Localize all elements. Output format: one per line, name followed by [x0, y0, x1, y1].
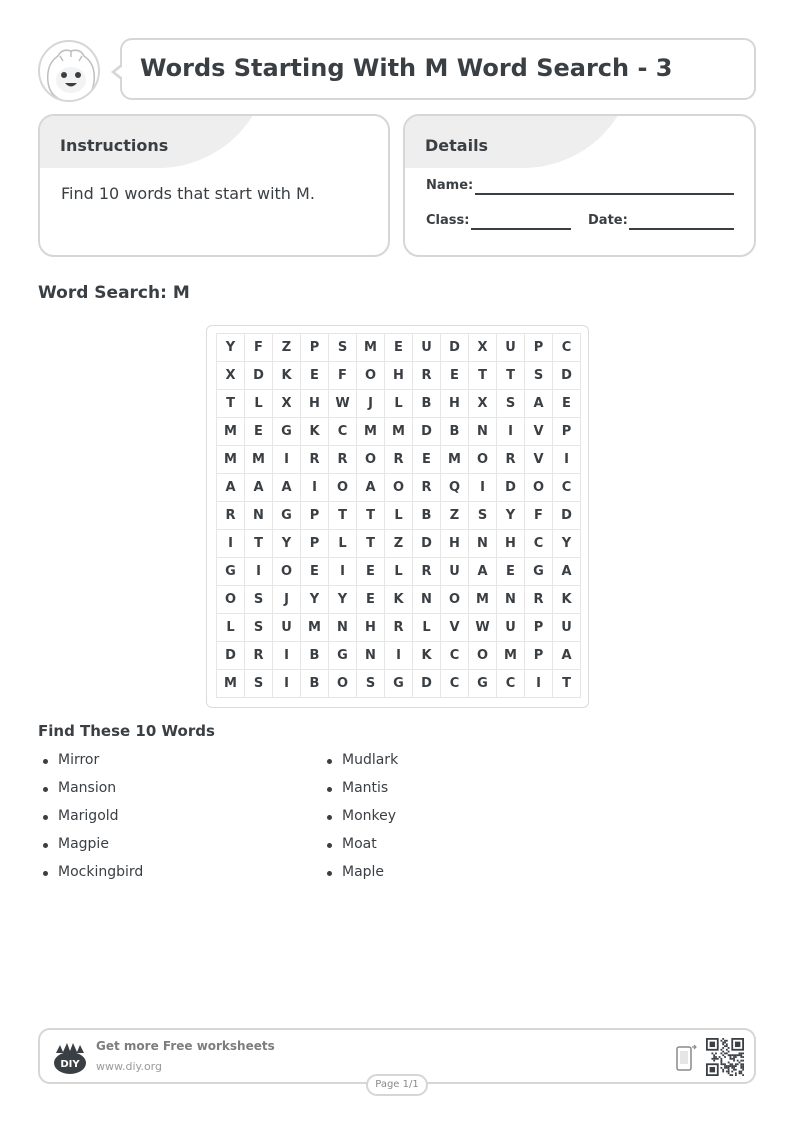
grid-cell[interactable]: Z — [273, 334, 301, 362]
grid-cell[interactable]: A — [357, 474, 385, 502]
grid-cell[interactable]: A — [273, 474, 301, 502]
grid-cell[interactable]: O — [469, 642, 497, 670]
grid-cell[interactable]: H — [385, 362, 413, 390]
instructions-heading: Instructions — [60, 136, 169, 155]
grid-cell[interactable]: V — [441, 614, 469, 642]
grid-cell[interactable]: T — [469, 362, 497, 390]
name-label: Name: — [426, 178, 474, 193]
grid-cell[interactable]: A — [553, 558, 581, 586]
grid-cell[interactable]: D — [553, 362, 581, 390]
grid-cell[interactable]: G — [329, 642, 357, 670]
grid-cell[interactable]: A — [553, 642, 581, 670]
grid-cell[interactable]: X — [273, 390, 301, 418]
grid-cell[interactable]: O — [385, 474, 413, 502]
word-list-column-1 — [38, 752, 143, 892]
grid-cell[interactable]: U — [273, 614, 301, 642]
grid-cell[interactable]: G — [469, 670, 497, 698]
word-list-item: Moat — [322, 836, 398, 864]
grid-cell[interactable]: E — [441, 362, 469, 390]
grid-cell[interactable]: T — [357, 502, 385, 530]
grid-cell[interactable]: R — [413, 362, 441, 390]
grid-cell[interactable]: M — [385, 418, 413, 446]
grid-cell[interactable]: G — [385, 670, 413, 698]
grid-cell[interactable]: I — [329, 558, 357, 586]
grid-cell[interactable]: K — [273, 362, 301, 390]
grid-cell[interactable]: R — [301, 446, 329, 474]
grid-cell[interactable]: D — [553, 502, 581, 530]
grid-cell[interactable]: O — [469, 446, 497, 474]
grid-cell[interactable]: M — [497, 642, 525, 670]
grid-cell[interactable]: R — [329, 446, 357, 474]
title-banner — [120, 38, 756, 100]
grid-cell[interactable]: I — [217, 530, 245, 558]
grid-cell[interactable]: L — [329, 530, 357, 558]
grid-cell[interactable]: Y — [301, 586, 329, 614]
grid-cell[interactable]: E — [301, 362, 329, 390]
grid-cell[interactable]: L — [385, 558, 413, 586]
grid-cell[interactable]: U — [553, 614, 581, 642]
grid-cell[interactable]: C — [553, 474, 581, 502]
word-list-column-2 — [322, 752, 398, 892]
grid-cell[interactable]: M — [245, 446, 273, 474]
grid-cell[interactable]: B — [413, 390, 441, 418]
grid-cell[interactable]: E — [357, 586, 385, 614]
grid-cell[interactable]: D — [413, 530, 441, 558]
grid-cell[interactable]: N — [497, 586, 525, 614]
word-search-grid-frame — [206, 325, 589, 708]
grid-cell[interactable]: F — [329, 362, 357, 390]
grid-cell[interactable]: E — [357, 558, 385, 586]
grid-cell[interactable]: I — [469, 474, 497, 502]
grid-cell[interactable]: D — [441, 334, 469, 362]
word-list-item: Mockingbird — [38, 864, 143, 892]
grid-cell[interactable]: Z — [441, 502, 469, 530]
grid-cell[interactable]: B — [301, 642, 329, 670]
word-list-item: Mudlark — [322, 752, 398, 780]
grid-cell[interactable]: T — [497, 362, 525, 390]
grid-cell[interactable]: S — [469, 502, 497, 530]
grid-cell[interactable]: L — [413, 614, 441, 642]
footer-url[interactable]: www.diy.org — [96, 1060, 162, 1073]
grid-cell[interactable]: B — [441, 418, 469, 446]
grid-cell[interactable]: F — [525, 502, 553, 530]
grid-cell[interactable]: O — [525, 474, 553, 502]
grid-cell[interactable]: F — [245, 334, 273, 362]
date-label: Date: — [588, 213, 628, 228]
grid-cell[interactable]: D — [497, 474, 525, 502]
grid-cell[interactable]: I — [525, 670, 553, 698]
grid-cell[interactable]: I — [273, 670, 301, 698]
word-list-item: Monkey — [322, 808, 398, 836]
grid-cell[interactable]: Y — [217, 334, 245, 362]
grid-cell[interactable]: M — [217, 446, 245, 474]
grid-cell[interactable]: K — [413, 642, 441, 670]
word-list-item: Marigold — [38, 808, 143, 836]
instructions-panel — [38, 114, 390, 257]
grid-cell[interactable]: D — [217, 642, 245, 670]
grid-cell[interactable]: P — [301, 502, 329, 530]
grid-cell[interactable]: E — [497, 558, 525, 586]
grid-cell[interactable]: L — [385, 502, 413, 530]
grid-cell[interactable]: M — [217, 670, 245, 698]
grid-cell[interactable]: M — [441, 446, 469, 474]
grid-cell[interactable]: X — [469, 334, 497, 362]
grid-cell[interactable]: N — [469, 418, 497, 446]
grid-cell[interactable]: O — [357, 446, 385, 474]
grid-cell[interactable]: H — [357, 614, 385, 642]
phone-scan-icon — [676, 1044, 698, 1072]
word-list-item: Mansion — [38, 780, 143, 808]
grid-cell[interactable]: N — [413, 586, 441, 614]
grid-cell[interactable]: L — [245, 390, 273, 418]
grid-cell[interactable]: I — [553, 446, 581, 474]
grid-cell[interactable]: X — [217, 362, 245, 390]
grid-cell[interactable]: X — [469, 390, 497, 418]
grid-cell[interactable]: D — [245, 362, 273, 390]
grid-cell[interactable]: C — [441, 642, 469, 670]
grid-cell[interactable]: E — [385, 334, 413, 362]
grid-cell[interactable]: R — [217, 502, 245, 530]
grid-cell[interactable]: I — [273, 642, 301, 670]
grid-cell[interactable]: O — [357, 362, 385, 390]
grid-cell[interactable]: Y — [273, 530, 301, 558]
grid-cell[interactable]: C — [553, 334, 581, 362]
grid-cell[interactable]: S — [357, 670, 385, 698]
grid-cell[interactable]: T — [329, 502, 357, 530]
grid-cell[interactable]: K — [553, 586, 581, 614]
grid-cell[interactable]: C — [329, 418, 357, 446]
grid-cell[interactable]: U — [413, 334, 441, 362]
grid-cell[interactable]: O — [329, 474, 357, 502]
grid-cell[interactable]: H — [441, 390, 469, 418]
name-field[interactable] — [475, 193, 734, 195]
grid-cell[interactable]: I — [497, 418, 525, 446]
grid-cell[interactable]: S — [245, 670, 273, 698]
word-search-heading: Word Search: M — [38, 283, 190, 303]
grid-cell[interactable]: M — [217, 418, 245, 446]
grid-cell[interactable]: P — [525, 642, 553, 670]
grid-cell[interactable]: P — [301, 334, 329, 362]
grid-cell[interactable]: A — [469, 558, 497, 586]
details-heading: Details — [425, 136, 489, 155]
grid-cell[interactable]: E — [553, 390, 581, 418]
grid-cell[interactable]: N — [245, 502, 273, 530]
word-list-heading: Find These 10 Words — [38, 722, 215, 740]
grid-cell[interactable]: I — [385, 642, 413, 670]
diy-logo-icon — [52, 1041, 88, 1075]
grid-cell[interactable]: S — [245, 586, 273, 614]
instructions-text: Find 10 words that start with M. — [61, 184, 315, 203]
grid-cell[interactable]: E — [301, 558, 329, 586]
grid-cell[interactable]: C — [497, 670, 525, 698]
grid-cell[interactable]: I — [273, 446, 301, 474]
grid-cell[interactable]: K — [301, 418, 329, 446]
grid-cell[interactable]: C — [441, 670, 469, 698]
grid-cell[interactable]: K — [385, 586, 413, 614]
grid-cell[interactable]: P — [525, 614, 553, 642]
grid-cell[interactable]: G — [217, 558, 245, 586]
grid-cell[interactable]: N — [357, 642, 385, 670]
grid-cell[interactable]: H — [441, 530, 469, 558]
grid-cell[interactable]: Q — [441, 474, 469, 502]
grid-cell[interactable]: L — [385, 390, 413, 418]
grid-cell[interactable]: I — [301, 474, 329, 502]
grid-cell[interactable]: H — [497, 530, 525, 558]
grid-cell[interactable]: U — [497, 614, 525, 642]
grid-cell[interactable]: S — [245, 614, 273, 642]
grid-cell[interactable]: G — [525, 558, 553, 586]
grid-cell[interactable]: R — [525, 586, 553, 614]
grid-cell[interactable]: M — [469, 586, 497, 614]
grid-cell[interactable]: N — [329, 614, 357, 642]
grid-cell[interactable]: S — [329, 334, 357, 362]
page-title: Words Starting With M Word Search - 3 — [140, 54, 673, 82]
grid-cell[interactable]: Y — [329, 586, 357, 614]
word-list-item: Magpie — [38, 836, 143, 864]
grid-cell[interactable]: B — [413, 502, 441, 530]
yeti-mascot-icon — [40, 42, 100, 102]
class-label: Class: — [426, 213, 470, 228]
grid-cell[interactable]: O — [441, 586, 469, 614]
grid-cell[interactable]: D — [413, 670, 441, 698]
grid-cell[interactable]: E — [413, 446, 441, 474]
grid-cell[interactable]: G — [273, 502, 301, 530]
date-field[interactable] — [629, 228, 734, 230]
grid-cell[interactable]: G — [273, 418, 301, 446]
word-list-item: Maple — [322, 864, 398, 892]
word-search-grid — [216, 333, 581, 698]
grid-cell[interactable]: B — [301, 670, 329, 698]
grid-cell[interactable]: R — [385, 614, 413, 642]
grid-cell[interactable]: S — [497, 390, 525, 418]
grid-cell[interactable]: T — [553, 670, 581, 698]
mascot-avatar-icon — [38, 40, 100, 102]
grid-cell[interactable]: R — [413, 474, 441, 502]
grid-cell[interactable]: M — [301, 614, 329, 642]
grid-cell[interactable]: R — [385, 446, 413, 474]
qr-code-icon[interactable] — [706, 1038, 744, 1076]
grid-cell[interactable]: P — [301, 530, 329, 558]
grid-cell[interactable]: M — [357, 334, 385, 362]
grid-cell[interactable]: W — [469, 614, 497, 642]
word-list-item: Mirror — [38, 752, 143, 780]
grid-cell[interactable]: W — [329, 390, 357, 418]
grid-cell[interactable]: A — [525, 390, 553, 418]
word-list-item: Mantis — [322, 780, 398, 808]
grid-cell[interactable]: P — [525, 334, 553, 362]
grid-cell[interactable]: V — [525, 446, 553, 474]
grid-cell[interactable]: O — [217, 586, 245, 614]
grid-cell[interactable]: T — [357, 530, 385, 558]
grid-cell[interactable]: Y — [553, 530, 581, 558]
grid-cell[interactable]: R — [497, 446, 525, 474]
grid-cell[interactable]: J — [273, 586, 301, 614]
diy-logo-text: DIY — [60, 1059, 80, 1070]
grid-cell[interactable]: D — [413, 418, 441, 446]
grid-cell[interactable]: H — [301, 390, 329, 418]
grid-cell[interactable]: M — [357, 418, 385, 446]
grid-cell[interactable]: O — [329, 670, 357, 698]
grid-cell[interactable]: Y — [497, 502, 525, 530]
grid-cell[interactable]: S — [525, 362, 553, 390]
details-panel — [403, 114, 756, 257]
page-number-badge: Page 1/1 — [366, 1074, 428, 1096]
grid-cell[interactable]: Z — [385, 530, 413, 558]
grid-cell[interactable]: C — [525, 530, 553, 558]
grid-cell[interactable]: R — [413, 558, 441, 586]
grid-cell[interactable]: A — [245, 474, 273, 502]
grid-cell[interactable]: V — [525, 418, 553, 446]
grid-cell[interactable]: U — [441, 558, 469, 586]
grid-cell[interactable]: L — [217, 614, 245, 642]
grid-cell[interactable]: E — [245, 418, 273, 446]
grid-cell[interactable]: A — [217, 474, 245, 502]
grid-cell[interactable]: U — [497, 334, 525, 362]
grid-cell[interactable]: R — [245, 642, 273, 670]
class-field[interactable] — [471, 228, 571, 230]
grid-cell[interactable]: O — [273, 558, 301, 586]
grid-cell[interactable]: T — [245, 530, 273, 558]
footer-promo-text: Get more Free worksheets — [96, 1039, 275, 1053]
grid-cell[interactable]: T — [217, 390, 245, 418]
grid-cell[interactable]: J — [357, 390, 385, 418]
grid-cell[interactable]: N — [469, 530, 497, 558]
grid-cell[interactable]: I — [245, 558, 273, 586]
grid-cell[interactable]: P — [553, 418, 581, 446]
